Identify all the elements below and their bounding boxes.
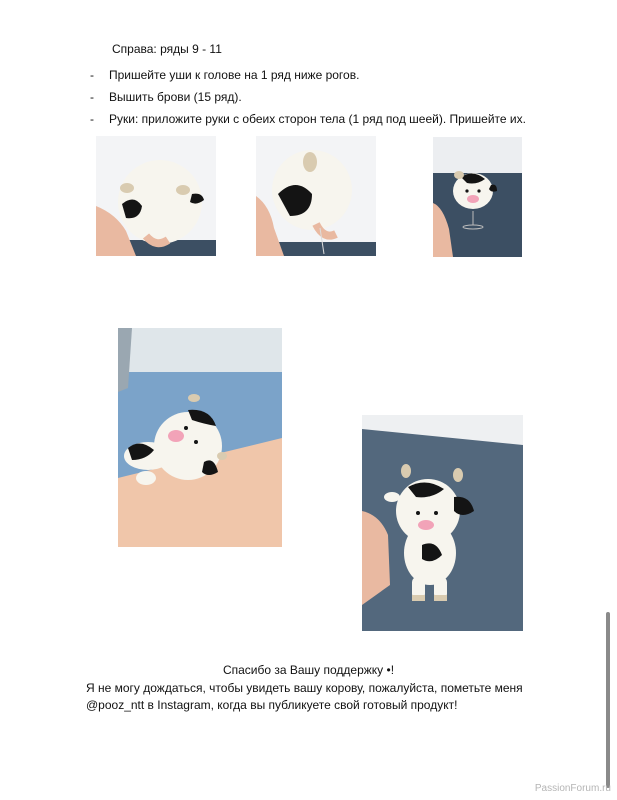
instruction-item-ears <box>90 68 359 82</box>
instruction-text: Руки: приложите руки с обеих сторон тела (1 ряд под шеей). Пришейте их. <box>109 112 526 126</box>
instruction-text: Пришейте уши к голове на 1 ряд ниже рогов. <box>109 68 360 82</box>
photo-cow-head-front <box>433 137 522 257</box>
scrollbar-thumb[interactable] <box>606 612 610 788</box>
photo-cow-standing <box>362 415 523 631</box>
photo-cow-lying <box>118 328 282 547</box>
bullet-dash: - <box>90 68 94 82</box>
bullet-dash: - <box>90 90 94 104</box>
instruction-item-arms <box>90 112 526 126</box>
closing-line-1: Я не могу дождаться, чтобы увидеть вашу корову, пожалуйста, пометьте меня <box>86 681 523 695</box>
watermark: PassionForum.ru <box>534 783 611 794</box>
instruction-text: Вышить брови (15 ряд). <box>109 90 242 104</box>
closing-line-2: @pooz_ntt в Instagram, когда вы публикуете свой готовый продукт! <box>86 698 458 712</box>
section-heading: Справа: ряды 9 - 11 <box>112 42 222 56</box>
thanks-message: Спасибо за Вашу поддержку •! <box>222 663 395 677</box>
photo-cow-head-back <box>256 136 376 256</box>
bullet-dash: - <box>90 112 94 126</box>
photo-cow-head-side-left <box>96 136 216 256</box>
instruction-item-eyebrows <box>90 90 242 104</box>
